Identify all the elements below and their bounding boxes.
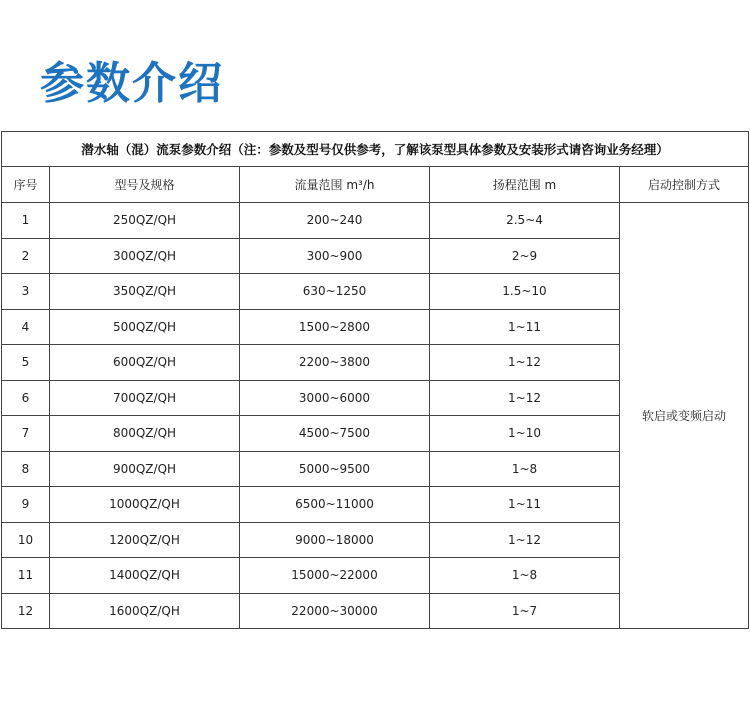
cell-model: 700QZ/QH	[50, 380, 240, 416]
cell-model: 250QZ/QH	[50, 203, 240, 239]
cell-seq: 1	[2, 203, 50, 239]
pump-parameter-table	[1, 131, 749, 629]
cell-model: 1400QZ/QH	[50, 558, 240, 594]
cell-flow: 9000~18000	[240, 522, 430, 558]
cell-model: 900QZ/QH	[50, 451, 240, 487]
cell-head: 2~9	[430, 238, 620, 274]
cell-start-method: 软启或变频启动	[620, 203, 749, 629]
cell-seq: 6	[2, 380, 50, 416]
header-model: 型号及规格	[50, 167, 240, 203]
cell-flow: 6500~11000	[240, 487, 430, 523]
table-header-row	[2, 167, 749, 203]
cell-seq: 2	[2, 238, 50, 274]
cell-head: 1~8	[430, 558, 620, 594]
cell-seq: 8	[2, 451, 50, 487]
cell-head: 2.5~4	[430, 203, 620, 239]
cell-flow: 4500~7500	[240, 416, 430, 452]
cell-flow: 22000~30000	[240, 593, 430, 629]
cell-head: 1~12	[430, 522, 620, 558]
cell-flow: 630~1250	[240, 274, 430, 310]
table-caption: 潜水轴（混）流泵参数介绍（注：参数及型号仅供参考，了解该泵型具体参数及安装形式请咨询业务经理）	[2, 132, 749, 167]
cell-model: 1000QZ/QH	[50, 487, 240, 523]
cell-model: 600QZ/QH	[50, 345, 240, 381]
cell-seq: 5	[2, 345, 50, 381]
cell-model: 300QZ/QH	[50, 238, 240, 274]
cell-head: 1.5~10	[430, 274, 620, 310]
cell-seq: 4	[2, 309, 50, 345]
cell-flow: 5000~9500	[240, 451, 430, 487]
cell-model: 1600QZ/QH	[50, 593, 240, 629]
cell-model: 1200QZ/QH	[50, 522, 240, 558]
cell-model: 800QZ/QH	[50, 416, 240, 452]
cell-seq: 9	[2, 487, 50, 523]
cell-head: 1~10	[430, 416, 620, 452]
cell-flow: 2200~3800	[240, 345, 430, 381]
cell-head: 1~7	[430, 593, 620, 629]
cell-seq: 12	[2, 593, 50, 629]
header-head: 扬程范围 m	[430, 167, 620, 203]
header-seq: 序号	[2, 167, 50, 203]
cell-flow: 3000~6000	[240, 380, 430, 416]
cell-flow: 200~240	[240, 203, 430, 239]
cell-seq: 10	[2, 522, 50, 558]
header-start: 启动控制方式	[620, 167, 749, 203]
cell-seq: 11	[2, 558, 50, 594]
cell-flow: 15000~22000	[240, 558, 430, 594]
cell-head: 1~12	[430, 345, 620, 381]
cell-seq: 7	[2, 416, 50, 452]
cell-seq: 3	[2, 274, 50, 310]
page-title: 参数介绍	[40, 58, 224, 109]
header-flow: 流量范围 m³/h	[240, 167, 430, 203]
cell-flow: 300~900	[240, 238, 430, 274]
cell-head: 1~12	[430, 380, 620, 416]
cell-head: 1~11	[430, 309, 620, 345]
table-row	[2, 203, 749, 239]
cell-flow: 1500~2800	[240, 309, 430, 345]
cell-model: 350QZ/QH	[50, 274, 240, 310]
cell-head: 1~11	[430, 487, 620, 523]
cell-model: 500QZ/QH	[50, 309, 240, 345]
cell-head: 1~8	[430, 451, 620, 487]
